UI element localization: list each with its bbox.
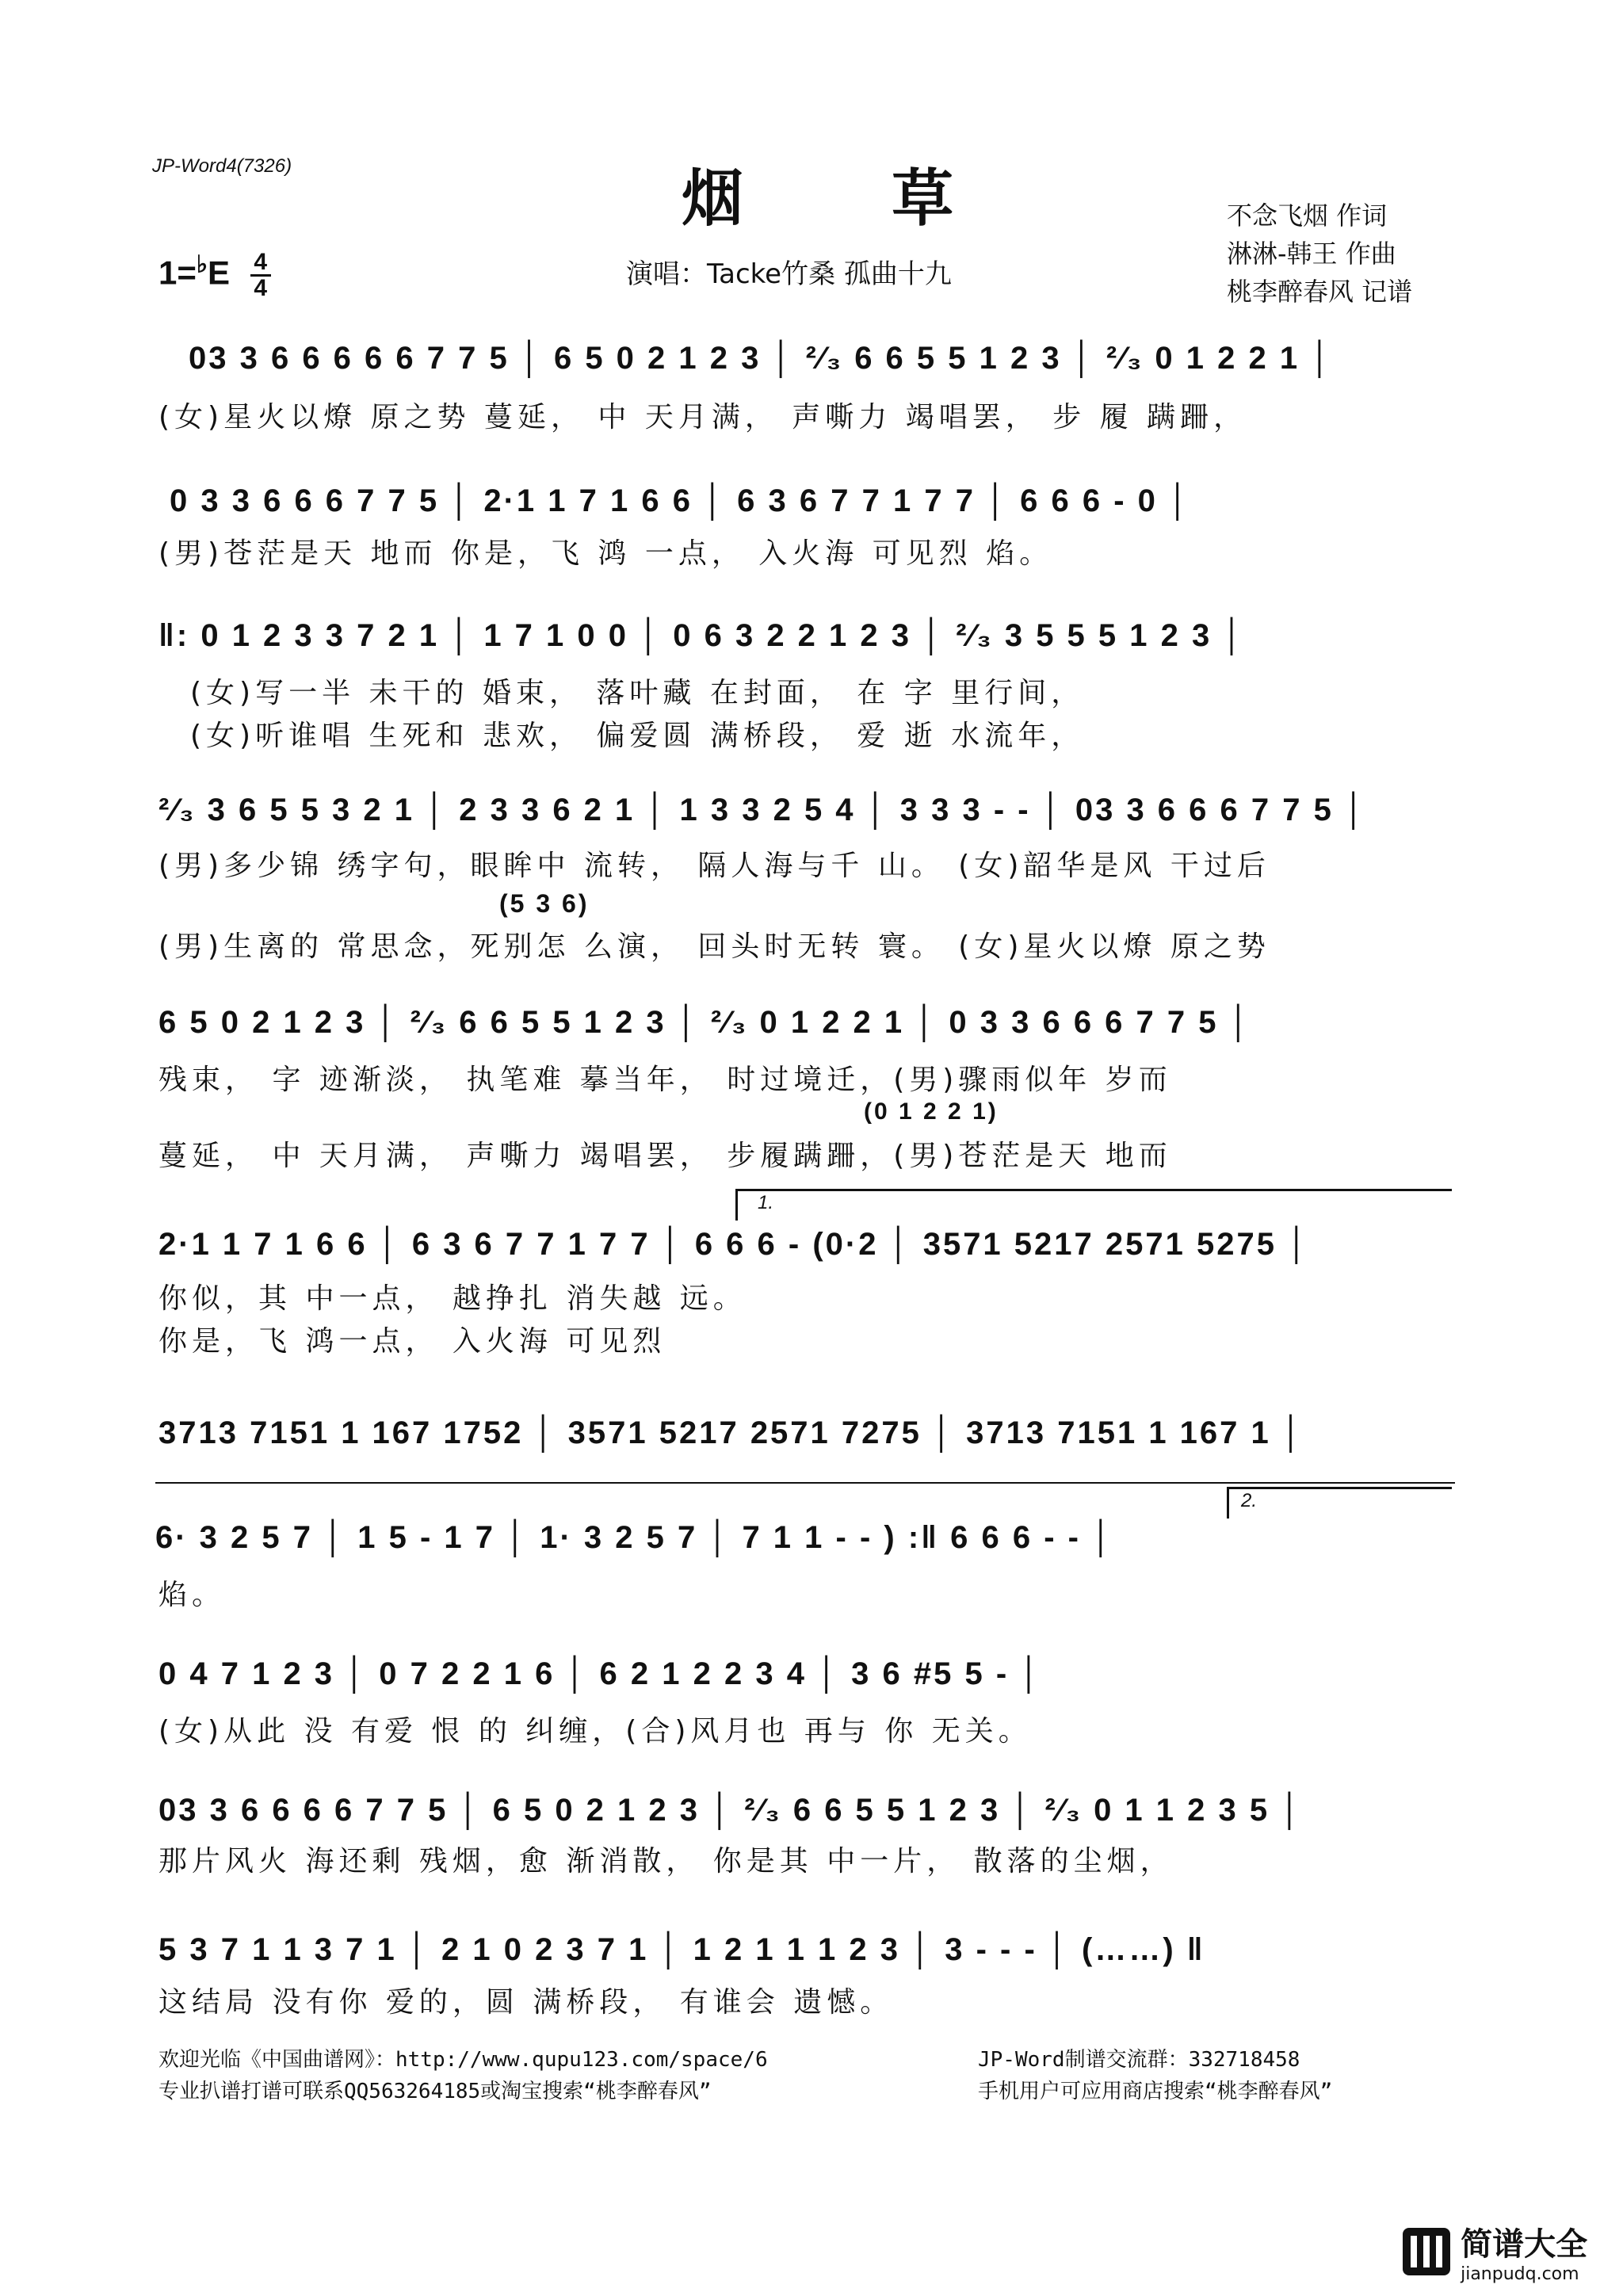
system-2-lyrics: (男)苍茫是天 地而 你是，飞 鸿 一点， 入火海 可见烈 焰。 [158, 537, 1053, 570]
system-8-top-rule [155, 1482, 1455, 1484]
system-5-lyrics-verse2: 蔓延， 中 天月满， 声嘶力 竭唱罢， 步履蹒跚，(男)苍茫是天 地而 [158, 1140, 1172, 1172]
composer-credit: 淋淋-韩王 作曲 [1227, 239, 1396, 269]
piano-icon [1403, 2228, 1450, 2275]
footer-website: 欢迎光临《中国曲谱网》：http://www.qupu123.com/space/6 [158, 2048, 768, 2072]
system-6-notes: 2·1 1 7 1 6 6 │ 6 3 6 7 7 1 7 7 │ 6 6 6 - (0·2 │ 3571 5217 2571 5275 │ [158, 1227, 1311, 1262]
time-top: 4 [254, 249, 268, 275]
system-10-lyrics: 那片风火 海还剩 残烟，愈 渐消散， 你是其 中一片， 散落的尘烟， [158, 1845, 1174, 1878]
time-signature [250, 250, 271, 300]
system-6-lyrics-verse2: 你是，飞 鸿一点， 入火海 可见烈 [158, 1325, 666, 1358]
footer-app-search: 手机用户可应用商店搜索“桃李醉春风” [978, 2080, 1333, 2103]
system-7-notes: 3713 7151 1 167 1752 │ 3571 5217 2571 7275 │ 3713 7151 1 167 1 │ [158, 1415, 1304, 1450]
key-signature [158, 250, 271, 300]
system-4-notes: ²⁄₃ 3 6 5 5 3 2 1 │ 2 3 3 6 2 1 │ 1 3 3 2 5 4 │ 3 3 3 - - │ 03 3 6 6 6 7 7 5 │ [158, 793, 1367, 827]
volta-2-label: 2. [1241, 1490, 1258, 1511]
system-11-lyrics: 这结局 没有你 爱的，圆 满桥段， 有谁会 遗憾。 [158, 1986, 894, 2019]
system-9-notes: 0 4 7 1 2 3 │ 0 7 2 2 1 6 │ 6 2 1 2 2 3 4 │ 3 6 #5 5 - │ [158, 1656, 1043, 1691]
system-9-lyrics: (女)从此 没 有爱 恨 的 纠缠，(合)风月也 再与 你 无关。 [158, 1715, 1032, 1748]
system-4-lyrics-verse1: (男)多少锦 绣字句，眼眸中 流转， 隔人海与千 山。 (女)韶华是风 干过后 [158, 850, 1270, 882]
volta-1-bracket [735, 1189, 1452, 1191]
system-5-lyrics-verse1: 残束， 字 迹渐淡， 执笔难 摹当年， 时过境迁，(男)骤雨似年 岁而 [158, 1064, 1172, 1096]
watermark-url: jianpudq.com [1461, 2264, 1579, 2284]
credits [1227, 197, 1412, 311]
system-10-notes: 03 3 6 6 6 6 7 7 5 │ 6 5 0 2 1 2 3 │ ²⁄₃ 6 6 5 5 1 2 3 │ ²⁄₃ 0 1 1 2 3 5 │ [158, 1793, 1304, 1828]
system-3-notes: ‖: 0 1 2 3 3 7 2 1 │ 1 7 1 0 0 │ 0 6 3 2 2 1 2 3 │ ²⁄₃ 3 5 5 5 1 2 3 │ [158, 618, 1246, 653]
system-4-lyrics-verse2: (男)生离的 常思念，死别怎 么演， 回头时无转 寰。 (女)星火以燎 原之势 [158, 930, 1270, 963]
system-4-annotation: (5 3 6) [499, 889, 590, 918]
time-bottom: 4 [254, 275, 268, 301]
system-8-notes: 6· 3 2 5 7 │ 1 5 - 1 7 │ 1· 3 2 5 7 │ 7 1 1 - - ) :‖ 6 6 6 - - │ [155, 1520, 1115, 1555]
volta-2-bracket-left [1227, 1487, 1229, 1519]
volta-1-bracket-left [735, 1189, 738, 1221]
system-8-lyrics: 焰。 [158, 1579, 226, 1611]
system-5-notes: 6 5 0 2 1 2 3 │ ²⁄₃ 6 6 5 5 1 2 3 │ ²⁄₃ 0 1 2 2 1 │ 0 3 3 6 6 6 7 7 5 │ [158, 1005, 1252, 1040]
system-3-lyrics-verse1: (女)写一半 未干的 婚束， 落叶藏 在封面， 在 字 里行间， [190, 677, 1085, 709]
system-11-notes: 5 3 7 1 1 3 7 1 │ 2 1 0 2 3 7 1 │ 1 2 1 1 1 2 3 │ 3 - - - │ (……) ‖ [158, 1932, 1205, 1967]
lyricist-credit: 不念飞烟 作词 [1227, 201, 1388, 231]
system-6-lyrics-verse1: 你似，其 中一点， 越挣扎 消失越 远。 [158, 1282, 747, 1315]
watermark-logo [1403, 2219, 1587, 2284]
singers-line: 演唱：Tacke竹桑 孤曲十九 [626, 258, 952, 290]
key-note: E [208, 254, 231, 292]
system-1-notes: 03 3 6 6 6 6 6 7 7 5 │ 6 5 0 2 1 2 3 │ ²⁄₃ 6 6 5 5 1 2 3 │ ²⁄₃ 0 1 2 2 1 │ [189, 341, 1334, 376]
key-prefix: 1= [158, 254, 197, 292]
volta-2-bracket [1227, 1487, 1452, 1489]
song-title: 烟 草 [682, 162, 1018, 235]
system-1-lyrics: (女)星火以燎 原之势 蔓延， 中 天月满， 声嘶力 竭唱罢， 步 履 蹒跚， [158, 401, 1247, 434]
watermark-name: 简谱大全 [1461, 2226, 1588, 2263]
flat-icon: ♭ [196, 251, 208, 278]
footer-group: JP-Word制谱交流群：332718458 [978, 2048, 1300, 2072]
system-3-lyrics-verse2: (女)听谁唱 生死和 悲欢， 偏爱圆 满桥段， 爱 逝 水流年， [190, 720, 1085, 752]
volta-1-label: 1. [758, 1192, 774, 1213]
footer-contact: 专业扒谱打谱可联系QQ563264185或淘宝搜索“桃李醉春风” [158, 2080, 712, 2103]
engraver-label: JP-Word4(7326) [152, 155, 292, 177]
transcriber-credit: 桃李醉春风 记谱 [1227, 277, 1413, 307]
system-2-notes: 0 3 3 6 6 6 7 7 5 │ 2·1 1 7 1 6 6 │ 6 3 6 7 7 1 7 7 │ 6 6 6 - 0 │ [170, 483, 1192, 518]
system-5-annotation: (0 1 2 2 1) [864, 1098, 999, 1125]
